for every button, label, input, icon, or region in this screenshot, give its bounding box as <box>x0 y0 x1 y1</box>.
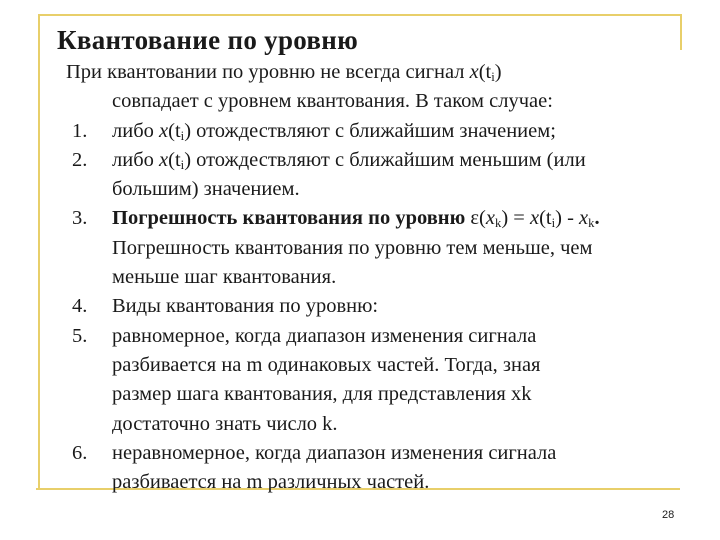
intro-subscript: i <box>491 70 495 85</box>
item-text: ) = <box>501 207 530 230</box>
item-text: меньше шаг квантования. <box>112 266 337 289</box>
item-bold-term: Погрешность квантования по уровню <box>112 207 466 230</box>
page-number: 28 <box>662 509 675 521</box>
item-text: разбивается на m различных частей. <box>112 471 430 494</box>
item-text: размер шага квантования, для представления xk <box>112 383 532 406</box>
item-text: неравномерное, когда диапазон изменения сигнала <box>112 441 557 464</box>
item-text: (t <box>168 148 181 171</box>
item-subscript: i <box>180 128 185 143</box>
list-number: 2. <box>72 148 88 171</box>
item-var-x: x <box>159 119 169 142</box>
item-text: достаточно знать число k. <box>112 412 338 435</box>
list-number: 3. <box>72 207 88 230</box>
item-var-x: x <box>485 207 495 230</box>
slide-body <box>66 58 686 497</box>
intro-var-x: x <box>469 61 479 83</box>
intro-paragraph-line2: совпадает с уровнем квантования. В таком случае: <box>112 90 553 113</box>
item-text: (t <box>168 119 181 142</box>
slide-title: Квантование по уровню <box>57 25 359 55</box>
item-text: ) отождествляют с ближайшим меньшим (или <box>184 148 586 171</box>
list-item-1 <box>66 117 686 146</box>
list-item-4 <box>66 292 686 321</box>
item-text: ) отождествляют с ближайшим значением; <box>184 119 556 142</box>
item-subscript: i <box>180 158 185 173</box>
item-text: Виды квантования по уровню: <box>112 295 379 318</box>
item-var-x: x <box>529 207 540 230</box>
item-text: либо <box>112 148 160 171</box>
item-text: разбивается на m одинаковых частей. Тогда, зная <box>112 353 541 376</box>
item-subscript: i <box>551 216 556 231</box>
right-accent-rule <box>680 14 682 50</box>
intro-close-paren: ) <box>494 61 502 83</box>
intro-paren: (t <box>478 61 492 83</box>
list-number: 4. <box>72 295 88 318</box>
item-epsilon: ε( <box>465 207 486 230</box>
list-number: 1. <box>72 119 88 142</box>
intro-paragraph <box>66 58 686 87</box>
list-item-3 <box>66 204 686 292</box>
item-text: Погрешность квантования по уровню тем меньше, чем <box>112 236 593 259</box>
item-subscript: k <box>588 216 595 231</box>
list-number: 6. <box>72 441 88 464</box>
item-text: (t <box>539 207 552 230</box>
left-accent-rule <box>38 14 40 490</box>
list-item-2 <box>66 146 686 205</box>
item-text: либо <box>112 119 160 142</box>
item-var-x: x <box>579 207 589 230</box>
item-text: большим) значением. <box>112 178 300 201</box>
item-subscript: k <box>494 216 502 231</box>
list-number: 5. <box>72 324 88 347</box>
intro-text: При квантовании по уровню не всегда сигнал <box>66 61 470 83</box>
item-var-x: x <box>159 148 169 171</box>
item-text: равномерное, когда диапазон изменения сигнала <box>112 324 537 347</box>
item-text: . <box>594 207 600 230</box>
item-text: ) - <box>555 207 580 230</box>
list-item-5 <box>66 322 686 439</box>
top-accent-rule <box>38 14 682 16</box>
list-item-6 <box>66 439 686 498</box>
